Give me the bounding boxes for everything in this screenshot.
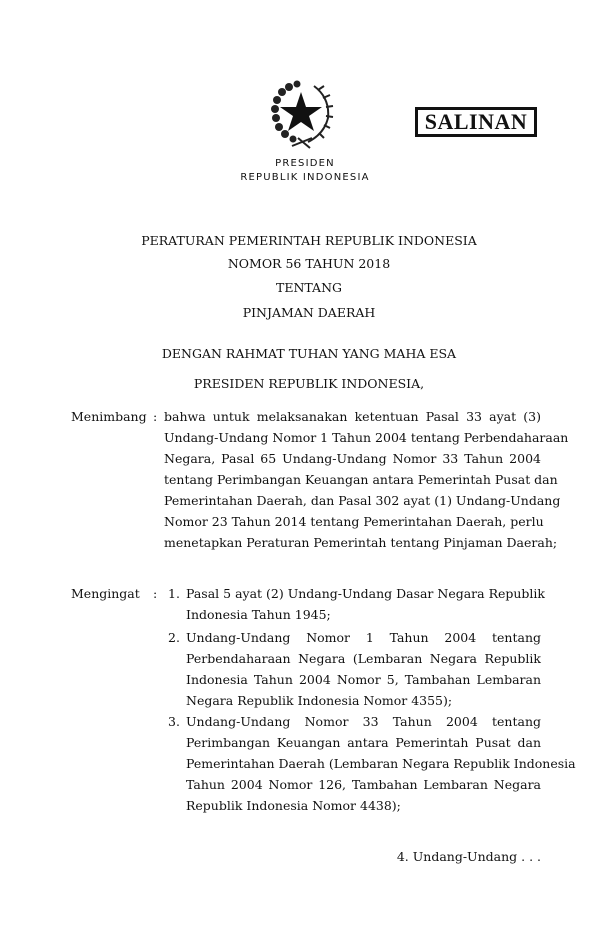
list-item-line: Indonesia Tahun 1945; (186, 607, 331, 622)
list-item-number: 3. (168, 714, 180, 729)
mengingat-label: Mengingat (71, 586, 140, 601)
salinan-stamp: SALINAN (415, 107, 537, 137)
menimbang-line: menetapkan Peraturan Pemerintah tentang Pinjaman Daerah; (164, 535, 558, 550)
menimbang-line: Undang-Undang Nomor 1 Tahun 2004 tentang Perbendaharaan (164, 430, 569, 445)
list-item-line: Indonesia Tahun 2004 Nomor 5, Tambahan Lembaran (186, 672, 541, 687)
issuer: PRESIDEN REPUBLIK INDONESIA, (193, 376, 425, 391)
list-item-line: Pemerintahan Daerah (Lembaran Negara Republik Indonesia (186, 756, 576, 771)
list-item-line: Negara Republik Indonesia Nomor 4355); (186, 693, 453, 708)
invocation: DENGAN RAHMAT TUHAN YANG MAHA ESA (161, 346, 457, 361)
list-item-line: Perbendaharaan Negara (Lembaran Negara Republik (186, 651, 541, 666)
president-label: PRESIDEN (275, 158, 335, 169)
list-item-line: Republik Indonesia Nomor 4438); (186, 798, 401, 813)
list-item-number: 1. (168, 586, 180, 601)
document-number: NOMOR 56 TAHUN 2018 (227, 256, 391, 271)
menimbang-line: Negara, Pasal 65 Undang-Undang Nomor 33 Tahun 2004 (164, 451, 541, 466)
list-item-line: Undang-Undang Nomor 1 Tahun 2004 tentang (186, 630, 541, 645)
menimbang-label: Menimbang (71, 409, 147, 424)
list-item-number: 2. (168, 630, 180, 645)
document-subject: PINJAMAN DAERAH (242, 305, 376, 320)
mengingat-colon: : (153, 586, 158, 601)
list-item-line: Undang-Undang Nomor 33 Tahun 2004 tentang (186, 714, 541, 729)
list-item-line: Tahun 2004 Nomor 126, Tambahan Lembaran Negara (186, 777, 541, 792)
republic-label: REPUBLIK INDONESIA (240, 172, 370, 183)
menimbang-line: Pemerintahan Daerah, dan Pasal 302 ayat (1) Undang-Undang (164, 493, 561, 508)
about-label: TENTANG (275, 280, 342, 295)
menimbang-line: Nomor 23 Tahun 2014 tentang Pemerintahan Daerah, perlu (164, 514, 544, 529)
menimbang-line: bahwa untuk melaksanakan ketentuan Pasal 33 ayat (3) (164, 409, 541, 424)
garuda-presidential-emblem (268, 78, 336, 150)
list-item-line: Perimbangan Keuangan antara Pemerintah Pusat dan (186, 735, 541, 750)
list-item-line: Pasal 5 ayat (2) Undang-Undang Dasar Negara Republik (186, 586, 546, 601)
document-title: PERATURAN PEMERINTAH REPUBLIK INDONESIA (141, 233, 477, 248)
menimbang-line: tentang Perimbangan Keuangan antara Pemerintah Pusat dan (164, 472, 558, 487)
menimbang-colon: : (153, 409, 158, 424)
page-continuation: 4. Undang-Undang . . . (396, 849, 541, 864)
